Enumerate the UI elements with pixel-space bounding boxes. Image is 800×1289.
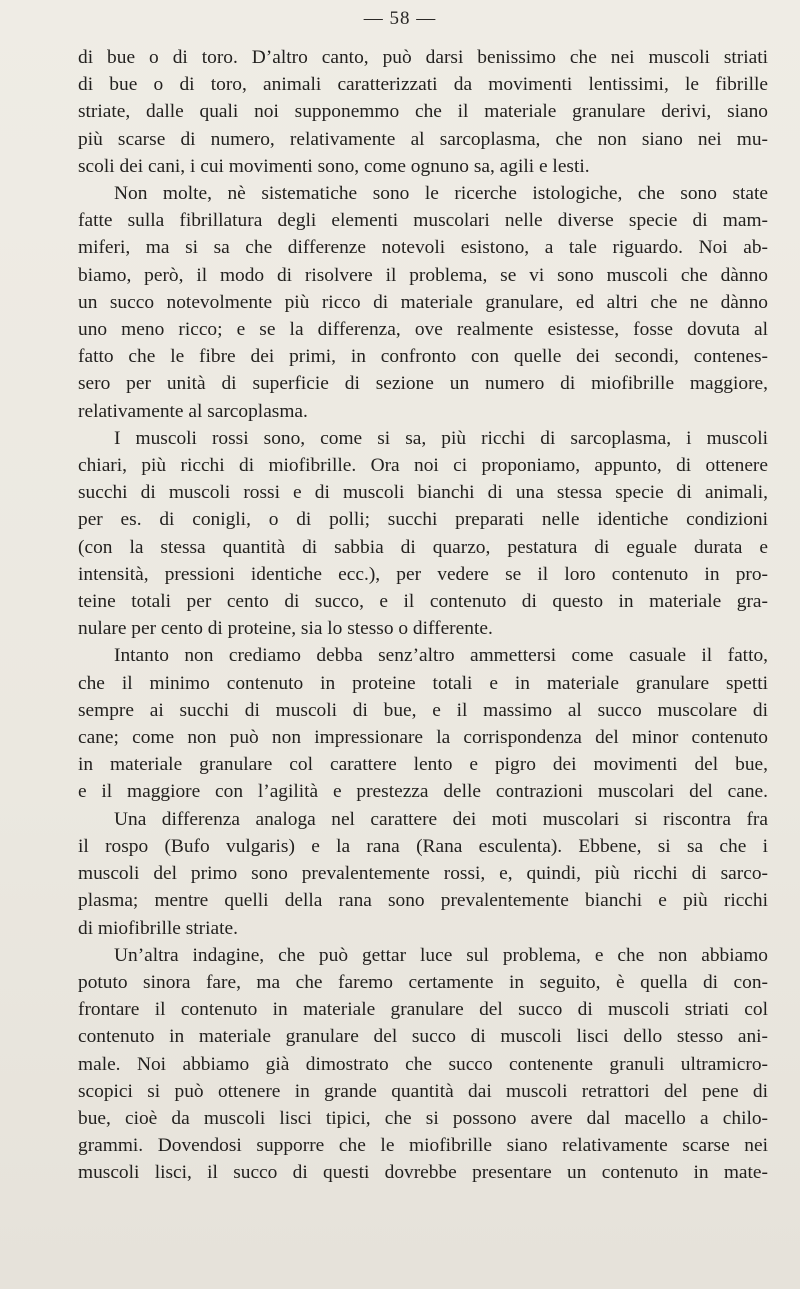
- text-line: muscoli del primo sono prevalentemente rossi, e, quindi, più ricchi di sarco-: [78, 863, 768, 885]
- text-line: sempre ai succhi di muscoli di bue, e il massimo al succo muscolare di: [78, 699, 768, 721]
- text-line: scoli dei cani, i cui movimenti sono, come ognuno sa, agili e lesti.: [78, 155, 590, 177]
- text-line: il rospo (Bufo vulgaris) e la rana (Rana esculenta). Ebbene, si sa che i: [78, 835, 768, 857]
- text-line: un succo notevolmente più ricco di materiale granulare, ed altri che ne dànno: [78, 291, 768, 313]
- text-line: uno meno ricco; e se la differenza, ove realmente esistesse, fosse dovuta al: [78, 319, 768, 341]
- text-line: Un’altra indagine, che può gettar luce sul problema, e che non abbiamo: [114, 944, 768, 966]
- text-line: frontare il contenuto in materiale granulare del succo di muscoli striati col: [78, 999, 768, 1021]
- text-line: chiari, più ricchi di miofibrille. Ora noi ci proponiamo, appunto, di ottenere: [78, 455, 768, 477]
- text-line: potuto sinora fare, ma che faremo certamente in seguito, è quella di con-: [78, 971, 768, 993]
- text-line: di miofibrille striate.: [78, 917, 238, 939]
- text-line: (con la stessa quantità di sabbia di quarzo, pestatura di eguale durata e: [78, 536, 768, 558]
- text-line: muscoli lisci, il succo di questi dovrebbe presentare un contenuto in mate-: [78, 1162, 768, 1184]
- text-line: teine totali per cento di succo, e il contenuto di questo in materiale gra-: [78, 591, 768, 613]
- text-line: biamo, però, il modo di risolvere il problema, se vi sono muscoli che dànno: [78, 264, 768, 286]
- text-line: nulare per cento di proteine, sia lo stesso o differente.: [78, 618, 493, 640]
- body-text: [78, 44, 768, 1187]
- text-line: striate, dalle quali noi supponemmo che il materiale granulare derivi, siano: [78, 101, 768, 123]
- text-line: plasma; mentre quelli della rana sono prevalentemente bianchi e più ricchi: [78, 890, 768, 912]
- text-line: contenuto in materiale granulare del succo di muscoli lisci dello stesso ani-: [78, 1026, 768, 1048]
- text-line: I muscoli rossi sono, come si sa, più ricchi di sarcoplasma, i muscoli: [114, 427, 768, 449]
- text-line: Intanto non crediamo debba senz’altro ammettersi come casuale il fatto,: [114, 645, 768, 667]
- text-line: sero per unità di superficie di sezione un numero di miofibrille maggiore,: [78, 373, 768, 395]
- text-line: di bue o di toro, animali caratterizzati da movimenti lentissimi, le fibrille: [78, 74, 768, 96]
- text-line: succhi di muscoli rossi e di muscoli bianchi di una stessa specie di animali,: [78, 482, 768, 504]
- text-line: per es. di conigli, o di polli; succhi preparati nelle identiche condizioni: [78, 509, 768, 531]
- text-line: più scarse di numero, relativamente al sarcoplasma, che non siano nei mu-: [78, 128, 768, 150]
- text-line: grammi. Dovendosi supporre che le miofibrille siano relativamente scarse nei: [78, 1135, 768, 1157]
- text-line: fatto che le fibre dei primi, in confronto con quelle dei secondi, contenes-: [78, 346, 768, 368]
- text-line: in materiale granulare col carattere lento e pigro dei movimenti del bue,: [78, 754, 768, 776]
- text-line: cane; come non può non impressionare la corrispondenza del minor contenuto: [78, 727, 768, 749]
- text-line: relativamente al sarcoplasma.: [78, 400, 308, 422]
- text-line: miferi, ma si sa che differenze notevoli esistono, a tale riguardo. Noi ab-: [78, 237, 768, 259]
- text-line: che il minimo contenuto in proteine totali e in materiale granulare spetti: [78, 672, 768, 694]
- text-line: Non molte, nè sistematiche sono le ricerche istologiche, che sono state: [114, 183, 768, 205]
- text-line: fatte sulla fibrillatura degli elementi muscolari nelle diverse specie di mam-: [78, 210, 768, 232]
- text-line: male. Noi abbiamo già dimostrato che succo contenente granuli ultramicro-: [78, 1053, 768, 1075]
- text-line: intensità, pressioni identiche ecc.), per vedere se il loro contenuto in pro-: [78, 563, 768, 585]
- text-line: di bue o di toro. D’altro canto, può darsi benissimo che nei muscoli striati: [78, 47, 768, 68]
- text-line: Una differenza analoga nel carattere dei moti muscolari si riscontra fra: [114, 808, 768, 830]
- text-line: e il maggiore con l’agilità e prestezza delle contrazioni muscolari del cane.: [78, 781, 768, 803]
- text-line: bue, cioè da muscoli lisci tipici, che si possono avere dal macello a chilo-: [78, 1107, 768, 1129]
- text-line: scopici si può ottenere in grande quantità dai muscoli retrattori del pene di: [78, 1080, 768, 1102]
- page-number: — 58 —: [363, 8, 437, 29]
